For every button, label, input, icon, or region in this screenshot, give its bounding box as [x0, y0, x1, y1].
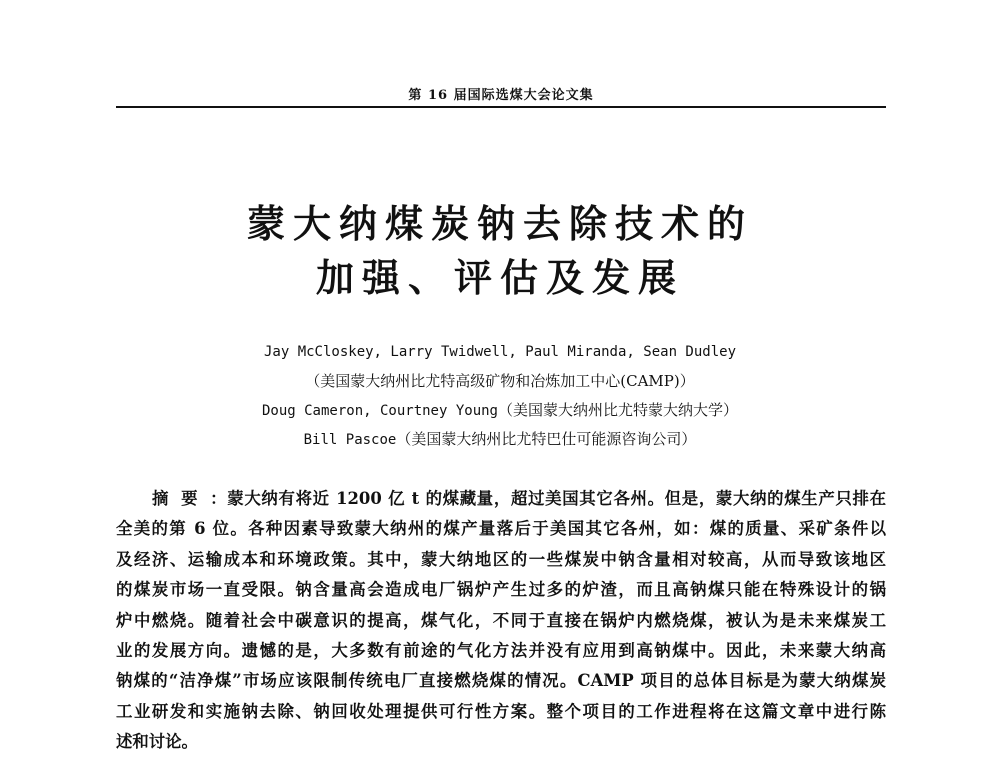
abstract-line-text: ：蒙大纳有将近 1200 亿 t 的煤藏量，超过美国其它各州。但是，蒙大纳的煤生产只排在 [210, 489, 886, 508]
abstract [116, 484, 886, 758]
abstract-line: 述和讨论。 [116, 732, 198, 752]
author-affiliation-1: （美国蒙大纳州比尤特高级矿物和冶炼加工中心(CAMP)） [305, 372, 695, 390]
paper-title-line-2: 加强、评估及发展 [315, 255, 684, 300]
author-line-3 [150, 396, 850, 425]
abstract-line: 的煤炭市场一直受限。钠含量高会造成电厂锅炉产生过多的炉渣，而且高钠煤只能在特殊设计的锅 [116, 580, 886, 600]
running-header: 第 16 届国际选煤大会论文集 [408, 88, 594, 103]
author-names-1: Jay McCloskey, Larry Twidwell, Paul Miranda, Sean Dudley [263, 344, 736, 360]
abstract-label: 摘要 [152, 489, 211, 508]
abstract-line: 及经济、运输成本和环境政策。其中，蒙大纳地区的一些煤炭中钠含量相对较高，从而导致该地区 [116, 549, 886, 569]
author-affiliation-3: （美国蒙大纳州比尤特巴仕可能源咨询公司） [396, 430, 697, 448]
abstract-line: 业的发展方向。遗憾的是，大多数有前途的气化方法并没有应用到高钠煤中。因此，未来蒙大纳高 [116, 640, 886, 660]
abstract-line: 炉中燃烧。随着社会中碳意识的提高，煤气化，不同于直接在锅炉内燃烧煤，被认为是未来煤炭工 [116, 610, 886, 630]
author-names-2: Doug Cameron, Courtney Young [261, 403, 498, 419]
abstract-line: 全美的第 6 位。各种因素导致蒙大纳州的煤产量落后于美国其它各州，如：煤的质量、采矿条件以 [116, 519, 886, 539]
author-names-3: Bill Pascoe [303, 432, 397, 448]
header-rule [116, 106, 886, 108]
abstract-line [116, 484, 886, 514]
author-block [150, 338, 850, 454]
abstract-line: 钠煤的“洁净煤”市场应该限制传统电厂直接燃烧煤的情况。CAMP 项目的总体目标是为蒙大纳煤炭 [116, 671, 886, 691]
paper-title-line-1: 蒙大纳煤炭钠去除技术的 [246, 201, 753, 246]
abstract-line: 工业研发和实施钠去除、钠回收处理提供可行性方案。整个项目的工作进程将在这篇文章中进行陈 [116, 701, 886, 721]
author-affiliation-2: （美国蒙大纳州比尤特蒙大纳大学） [498, 401, 739, 419]
author-line-4 [150, 425, 850, 454]
